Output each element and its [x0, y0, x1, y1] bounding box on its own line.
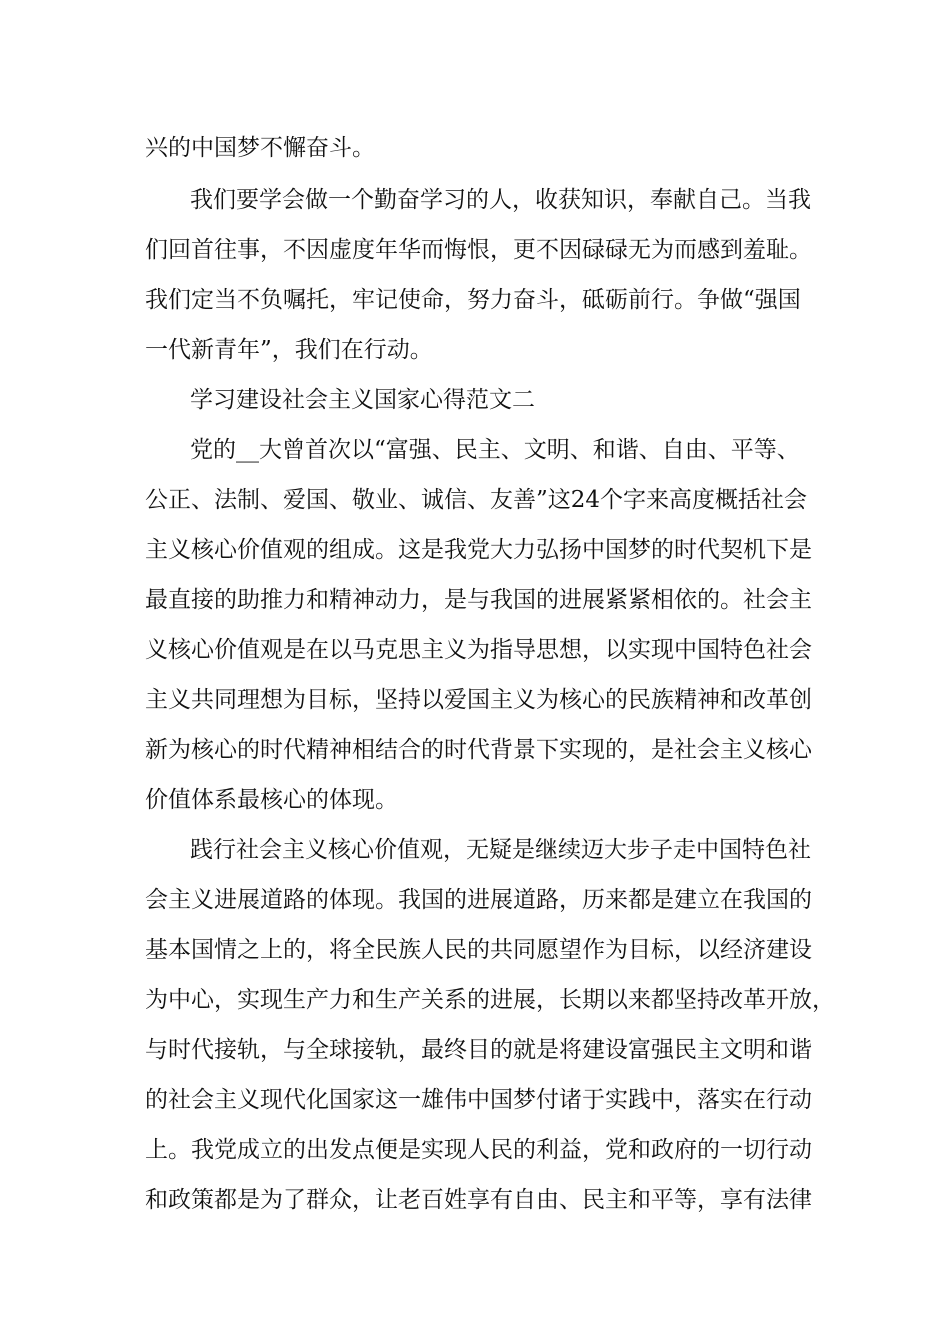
paragraph-line: 价值体系最核心的体现。: [145, 787, 398, 813]
paragraph-line: 的社会主义现代化国家这一雄伟中国梦付诸于实践中，落实在行动: [145, 1087, 812, 1113]
paragraph-line: 践行社会主义核心价值观，无疑是继续迈大步子走中国特色社: [190, 837, 811, 863]
paragraph-line: 最直接的助推力和精神动力，是与我国的进展紧紧相依的。社会主: [145, 587, 812, 613]
paragraph-line: 基本国情之上的，将全民族人民的共同愿望作为目标，以经济建设: [145, 937, 812, 963]
paragraph-line: 义核心价值观是在以马克思主义为指导思想，以实现中国特色社会: [145, 637, 812, 663]
paragraph-line: 党的__大曾首次以“富强、民主、文明、和谐、自由、平等、: [190, 437, 800, 463]
paragraph-line: 主义共同理想为目标，坚持以爱国主义为核心的民族精神和改革创: [145, 687, 812, 713]
paragraph-line: 主义核心价值观的组成。这是我党大力弘扬中国梦的时代契机下是: [145, 537, 812, 563]
paragraph-line: 我们定当不负嘱托，牢记使命，努力奋斗，砥砺前行。争做“强国: [145, 287, 801, 313]
paragraph-line: 会主义进展道路的体现。我国的进展道路，历来都是建立在我国的: [145, 887, 812, 913]
section-heading: 学习建设社会主义国家心得范文二: [190, 387, 535, 413]
paragraph-line: 一代新青年”，我们在行动。: [145, 337, 433, 363]
paragraph-line: 与时代接轨，与全球接轨，最终目的就是将建设富强民主文明和谐: [145, 1037, 812, 1063]
paragraph-line: 新为核心的时代精神相结合的时代背景下实现的，是社会主义核心: [145, 737, 812, 763]
paragraph-line: 兴的中国梦不懈奋斗。: [145, 135, 375, 161]
paragraph-line: 们回首往事，不因虚度年华而悔恨，更不因碌碌无为而感到羞耻。: [145, 237, 812, 263]
paragraph-line: 为中心，实现生产力和生产关系的进展，长期以来都坚持改革开放，: [145, 987, 835, 1013]
paragraph-line: 公正、法制、爱国、敬业、诚信、友善”这24个字来高度概括社会: [145, 487, 808, 513]
paragraph-line: 我们要学会做一个勤奋学习的人，收获知识，奉献自己。当我: [190, 187, 811, 213]
paragraph-line: 上。我党成立的出发点便是实现人民的利益，党和政府的一切行动: [145, 1137, 812, 1163]
paragraph-line: 和政策都是为了群众，让老百姓享有自由、民主和平等，享有法律: [145, 1187, 812, 1213]
